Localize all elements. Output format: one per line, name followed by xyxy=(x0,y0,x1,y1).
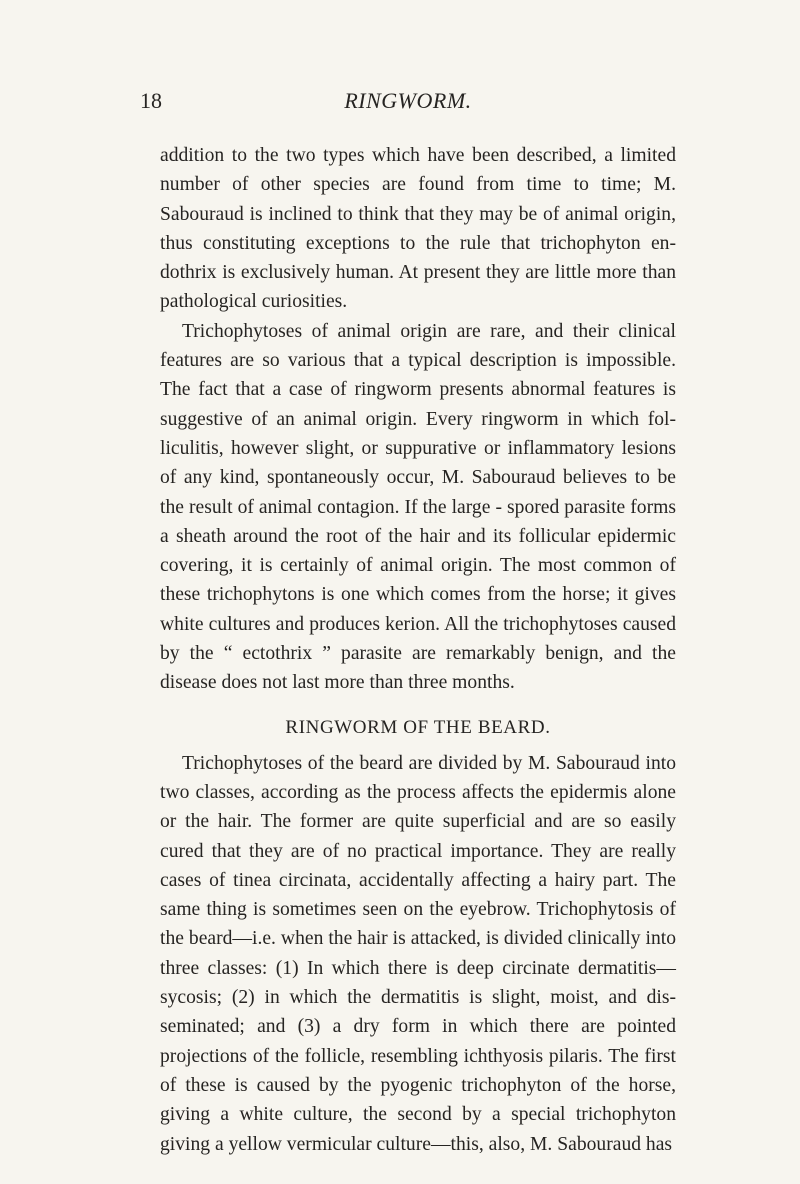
paragraph-animal-origin: Trichophytoses of animal origin are rare, and their clinical features are so various that a typical description is impossible. The fact that a case of ringworm presents abnormal features is suggestive of an animal origin. Every ringworm in which fol- liculitis, however slight, or suppurative or inflammatory lesions of any kind, spontaneously occur, M. Sabouraud believes to be the result of animal contagion. If the large - spored parasite forms a sheath around the root of the hair and its follicular epidermic covering, it is certainly of animal origin. The most common of these trichophytons is one which comes from the horse; it gives white cultures and produces kerion. All the trichophytoses caused by the “ ectothrix ” parasite are remarkably benign, and the disease does not last more than three months. xyxy=(160,320,676,694)
body-text xyxy=(160,141,676,1159)
running-head: RINGWORM. xyxy=(344,88,472,113)
paragraph-beard: Trichophytoses of the beard are divided by M. Sabouraud into two classes, according as the process affects the epidermis alone or the hair. The former are quite superficial and are so easily cured that they are of no practical importance. They are really cases of tinea circinata, accidentally affecting a hairy part. The same thing is sometimes seen on the eyebrow. Trichophytosis of the beard—i.e. when the hair is attacked, is divided clinically into three classes: (1) In which there is deep circinate dermatitis—sycosis; (2) in which the dermatitis is slight, moist, and dis- seminated; and (3) a dry form in which there are pointed projections of the follicle, resembling ichthyosis pilaris. The first of these is caused by the pyogenic trichophyton of the horse, giving a white culture, the second by a special trichophyton giving a yellow vermicular culture—this, also, M. Sabouraud has xyxy=(160,752,676,1155)
page-number: 18 xyxy=(140,88,162,113)
paragraph-continuation: addition to the two types which have been described, a limited number of other species are found from time to time; M. Sabouraud is inclined to think that they may be of animal origin, thus constituting exceptions to the rule that trichophyton en- dothrix is exclusively human. At present they are little more than pathological curiosities. xyxy=(160,145,676,313)
page-header xyxy=(140,88,676,118)
section-heading: RINGWORM OF THE BEARD. xyxy=(285,716,551,738)
